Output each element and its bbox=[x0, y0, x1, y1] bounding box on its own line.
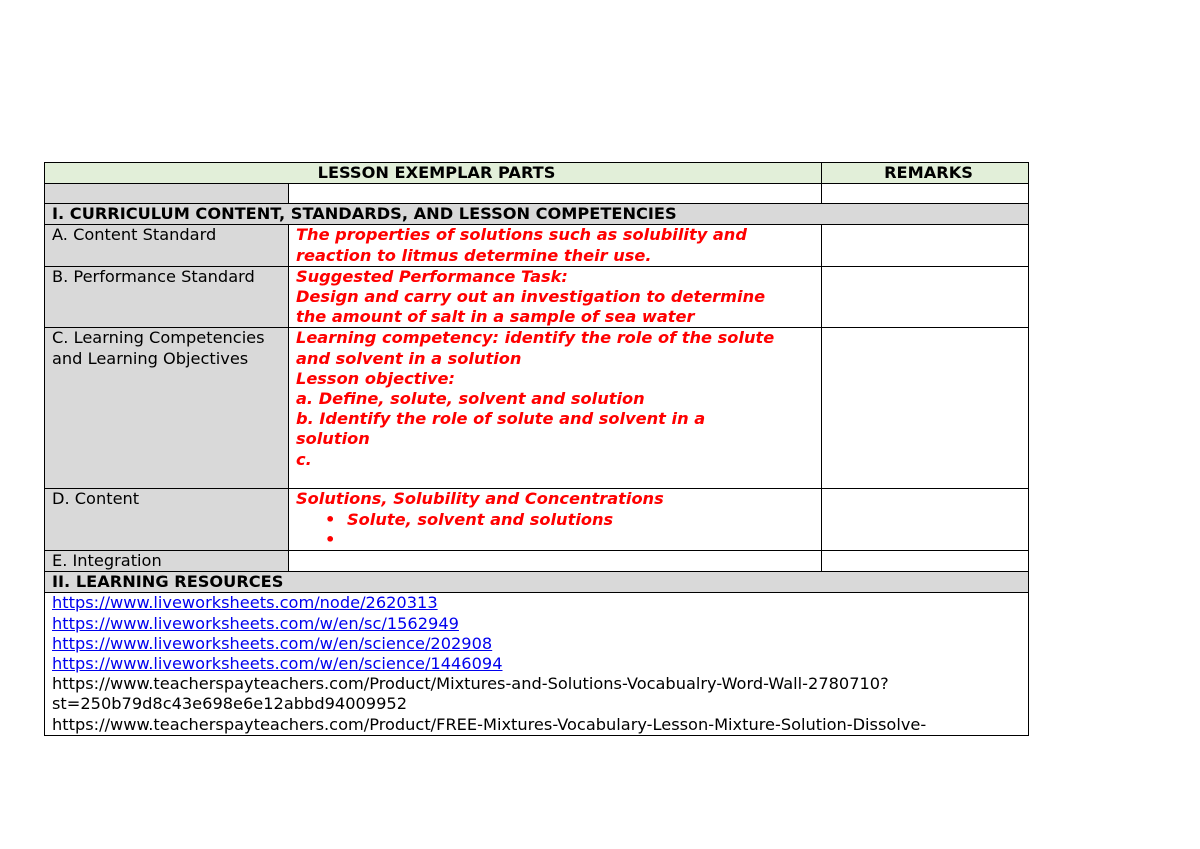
resource-url-text: https://www.teacherspayteachers.com/Product/Mixtures-and-Solutions-Vocabualry-Word-Wall-2780710? bbox=[52, 674, 889, 694]
competencies-text bbox=[289, 328, 822, 489]
table-header-row bbox=[45, 163, 1029, 184]
remarks-cell bbox=[822, 551, 1029, 572]
row-resources bbox=[45, 593, 1029, 735]
header-parts-cell: LESSON EXEMPLAR PARTS bbox=[45, 163, 822, 184]
text-line: the amount of salt in a sample of sea water bbox=[296, 307, 695, 327]
bullet-icon: • bbox=[325, 529, 336, 549]
content-standard-text bbox=[289, 225, 822, 266]
section-title: II. LEARNING RESOURCES bbox=[45, 572, 1029, 593]
row-label: D. Content bbox=[45, 489, 289, 551]
bullet-icon: • bbox=[325, 509, 336, 529]
lesson-exemplar-table bbox=[44, 162, 1029, 736]
resource-link[interactable]: https://www.liveworksheets.com/node/2620313 bbox=[52, 593, 438, 613]
text-line: b. Identify the role of solute and solvent in a bbox=[296, 409, 706, 429]
blank-remarks-cell bbox=[822, 184, 1029, 204]
content-heading: Solutions, Solubility and Concentrations bbox=[296, 489, 664, 509]
text-line: Lesson objective: bbox=[296, 368, 455, 388]
resource-link[interactable]: https://www.liveworksheets.com/w/en/sc/1562949 bbox=[52, 613, 459, 633]
row-integration bbox=[45, 551, 1029, 572]
blank-row bbox=[45, 184, 1029, 204]
text-line: The properties of solutions such as solubility and bbox=[296, 225, 747, 245]
text-line: reaction to litmus determine their use. bbox=[296, 245, 652, 265]
remarks-cell bbox=[822, 328, 1029, 489]
bullet-item bbox=[296, 530, 821, 550]
row-label: B. Performance Standard bbox=[45, 266, 289, 328]
resource-link[interactable]: https://www.liveworksheets.com/w/en/science/202908 bbox=[52, 633, 493, 653]
performance-standard-text bbox=[289, 266, 822, 328]
blank-content-cell bbox=[289, 184, 822, 204]
text-line: a. Define, solute, solvent and solution bbox=[296, 389, 645, 409]
text-line: Suggested Performance Task: bbox=[296, 266, 568, 286]
bullet-text: Solute, solvent and solutions bbox=[347, 509, 614, 529]
label-line: C. Learning Competencies bbox=[52, 328, 265, 348]
bullet-item bbox=[296, 510, 821, 530]
section-row-curriculum bbox=[45, 204, 1029, 225]
text-line: solution bbox=[296, 429, 370, 449]
resources-cell bbox=[45, 593, 1029, 735]
row-label: E. Integration bbox=[45, 551, 289, 572]
row-content bbox=[45, 489, 1029, 551]
content-text bbox=[289, 489, 822, 551]
label-line: and Learning Objectives bbox=[52, 348, 249, 368]
text-line: Design and carry out an investigation to determine bbox=[296, 287, 766, 307]
section-title: I. CURRICULUM CONTENT, STANDARDS, AND LESSON COMPETENCIES bbox=[45, 204, 1029, 225]
remarks-cell bbox=[822, 266, 1029, 328]
blank-label-cell bbox=[45, 184, 289, 204]
section-row-resources bbox=[45, 572, 1029, 593]
text-line: c. bbox=[296, 449, 312, 469]
resource-link[interactable]: https://www.liveworksheets.com/w/en/science/1446094 bbox=[52, 654, 503, 674]
remarks-cell bbox=[822, 225, 1029, 266]
row-performance-standard bbox=[45, 266, 1029, 328]
resource-url-text: st=250b79d8c43e698e6e12abbd94009952 bbox=[52, 694, 407, 714]
row-content-standard bbox=[45, 225, 1029, 266]
text-line: and solvent in a solution bbox=[296, 348, 522, 368]
row-label: A. Content Standard bbox=[45, 225, 289, 266]
integration-text bbox=[289, 551, 822, 572]
row-competencies bbox=[45, 328, 1029, 489]
remarks-cell bbox=[822, 489, 1029, 551]
header-remarks-cell: REMARKS bbox=[822, 163, 1029, 184]
resource-url-text: https://www.teacherspayteachers.com/Product/FREE-Mixtures-Vocabulary-Lesson-Mixture-Solution-Dissolve- bbox=[52, 714, 927, 734]
text-line: Learning competency: identify the role of the solute bbox=[296, 328, 775, 348]
row-label bbox=[45, 328, 289, 489]
